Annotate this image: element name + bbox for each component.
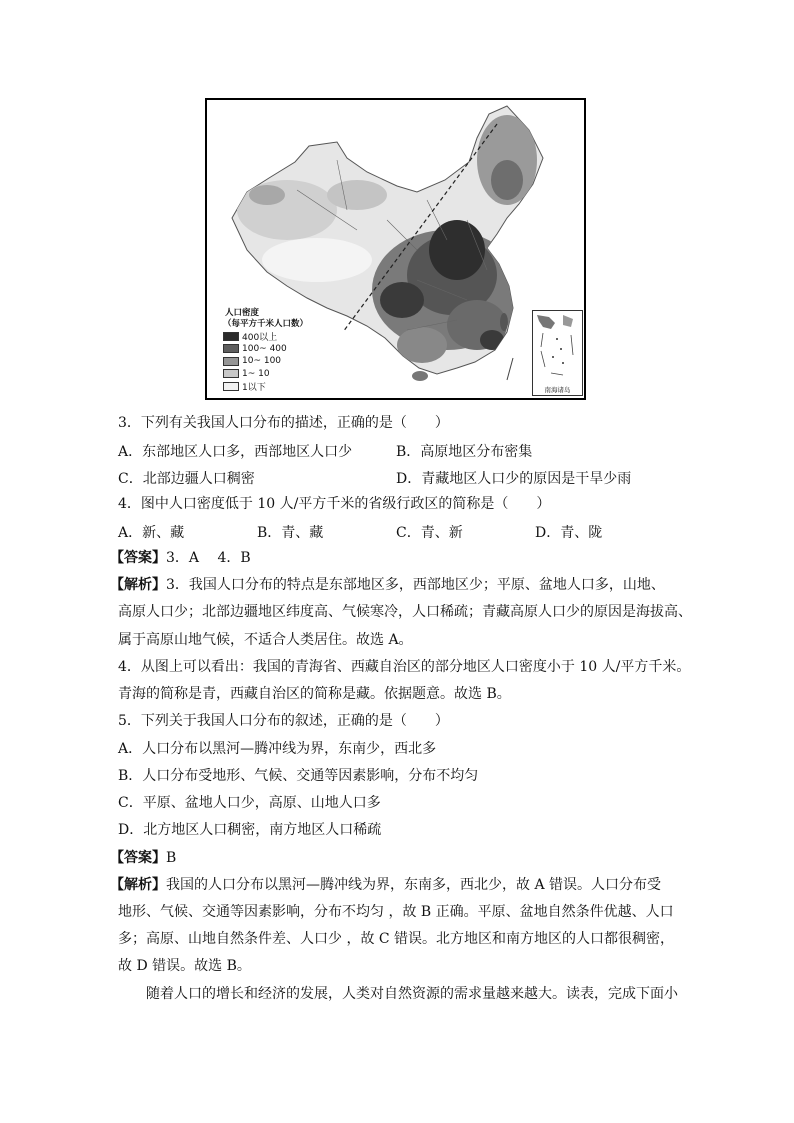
q5-option-d: D．北方地区人口稠密，南方地区人口稀疏 — [118, 822, 382, 838]
legend-item — [223, 330, 323, 343]
taiwan-shape — [500, 313, 508, 331]
sea-border-mark — [507, 358, 513, 380]
explanation-2-line-1 — [110, 875, 661, 895]
legend-swatch — [223, 369, 239, 378]
population-density-map — [205, 98, 586, 400]
explanation-1-line-2: 高原人口少；北部边疆地区纬度高、气候寒冷，人口稀疏；青藏高原人口少的原因是海拔高、 — [118, 604, 692, 620]
explanation-1-line-5: 青海的简称是青，西藏自治区的简称是藏。依据题意。故选 B。 — [118, 686, 511, 702]
south-china-sea-inset — [532, 310, 583, 396]
next-section-intro: 随着人口的增长和经济的发展，人类对自然资源的需求量越来越大。读表，完成下面小 — [146, 986, 678, 1002]
explanation-2-line-4: 故 D 错误。故选 B。 — [118, 958, 251, 974]
q4-option-a: A．新、藏 — [118, 525, 185, 541]
q4-stem: 4．图中人口密度低于 10 人/平方千米的省级行政区的简称是（ ） — [118, 496, 551, 512]
answer-2 — [110, 848, 176, 868]
legend-label: 400以上 — [242, 332, 278, 343]
inset-drawing — [533, 311, 582, 385]
q3-option-d: D．青藏地区人口少的原因是干旱少雨 — [396, 471, 632, 487]
explanation-text: 我国的人口分布以黑河—腾冲线为界，东南多，西北少，故 A 错误。人口分布受 — [166, 877, 662, 893]
legend-item — [223, 368, 323, 381]
legend-item — [223, 343, 323, 356]
explanation-tag: 【解析】 — [110, 877, 166, 893]
q3-option-a: A．东部地区人口多，西部地区人口少 — [118, 444, 353, 460]
answer-text: B — [166, 850, 177, 866]
legend-title: 人口密度 — [225, 308, 260, 318]
q4-option-d: D．青、陇 — [535, 525, 603, 541]
q3-option-b: B．高原地区分布密集 — [396, 444, 533, 460]
explanation-1-line-1 — [110, 575, 665, 595]
q3-stem: 3．下列有关我国人口分布的描述，正确的是（ ） — [118, 415, 449, 431]
legend-item — [223, 355, 323, 368]
legend-item — [223, 380, 323, 393]
explanation-tag: 【解析】 — [110, 577, 166, 593]
answer-tag: 【答案】 — [110, 550, 166, 566]
legend-swatch — [223, 382, 239, 391]
q4-option-b: B．青、藏 — [257, 525, 324, 541]
inset-caption: 南海诸岛 — [544, 386, 571, 394]
explanation-text: 3．我国人口分布的特点是东部地区多，西部地区少；平原、盆地人口多，山地、 — [166, 577, 665, 593]
answer-1 — [110, 548, 251, 568]
explanation-1-line-4: 4．从图上可以看出：我国的青海省、西藏自治区的部分地区人口密度小于 10 人/平方千米。 — [118, 659, 691, 675]
q3-option-c: C．北部边疆人口稠密 — [118, 471, 255, 487]
legend-swatch — [223, 332, 239, 341]
q5-option-b: B．人口分布受地形、气候、交通等因素影响，分布不均匀 — [118, 768, 479, 784]
legend-swatch — [223, 357, 239, 366]
q5-option-a: A．人口分布以黑河—腾冲线为界，东南少，西北多 — [118, 741, 437, 757]
hainan-shape — [412, 371, 428, 381]
explanation-1-line-3: 属于高原山地气候，不适合人类居住。故选 A。 — [118, 632, 413, 648]
legend-subtitle: （每平方千米人口数） — [223, 319, 309, 329]
legend-swatch — [223, 344, 239, 353]
legend-label: 10~ 100 — [242, 356, 282, 367]
q5-option-c: C．平原、盆地人口少，高原、山地人口多 — [118, 795, 381, 811]
answer-tag: 【答案】 — [110, 850, 166, 866]
answer-text: 3．A 4．B — [166, 550, 251, 566]
q5-stem: 5．下列关于我国人口分布的叙述，正确的是（ ） — [118, 713, 449, 729]
legend-label: 1~ 10 — [242, 368, 270, 379]
legend-label: 1以下 — [242, 382, 266, 393]
explanation-2-line-3: 多；高原、山地自然条件差、人口少 ，故 C 错误。北方地区和南方地区的人口都很稠密， — [118, 931, 675, 947]
map-legend — [223, 308, 323, 393]
q4-option-c: C．青、新 — [396, 525, 463, 541]
legend-label: 100~ 400 — [242, 343, 287, 354]
explanation-2-line-2: 地形、气候、交通等因素影响，分布不均匀 ，故 B 正确。平原、盆地自然条件优越、人口 — [118, 904, 674, 920]
